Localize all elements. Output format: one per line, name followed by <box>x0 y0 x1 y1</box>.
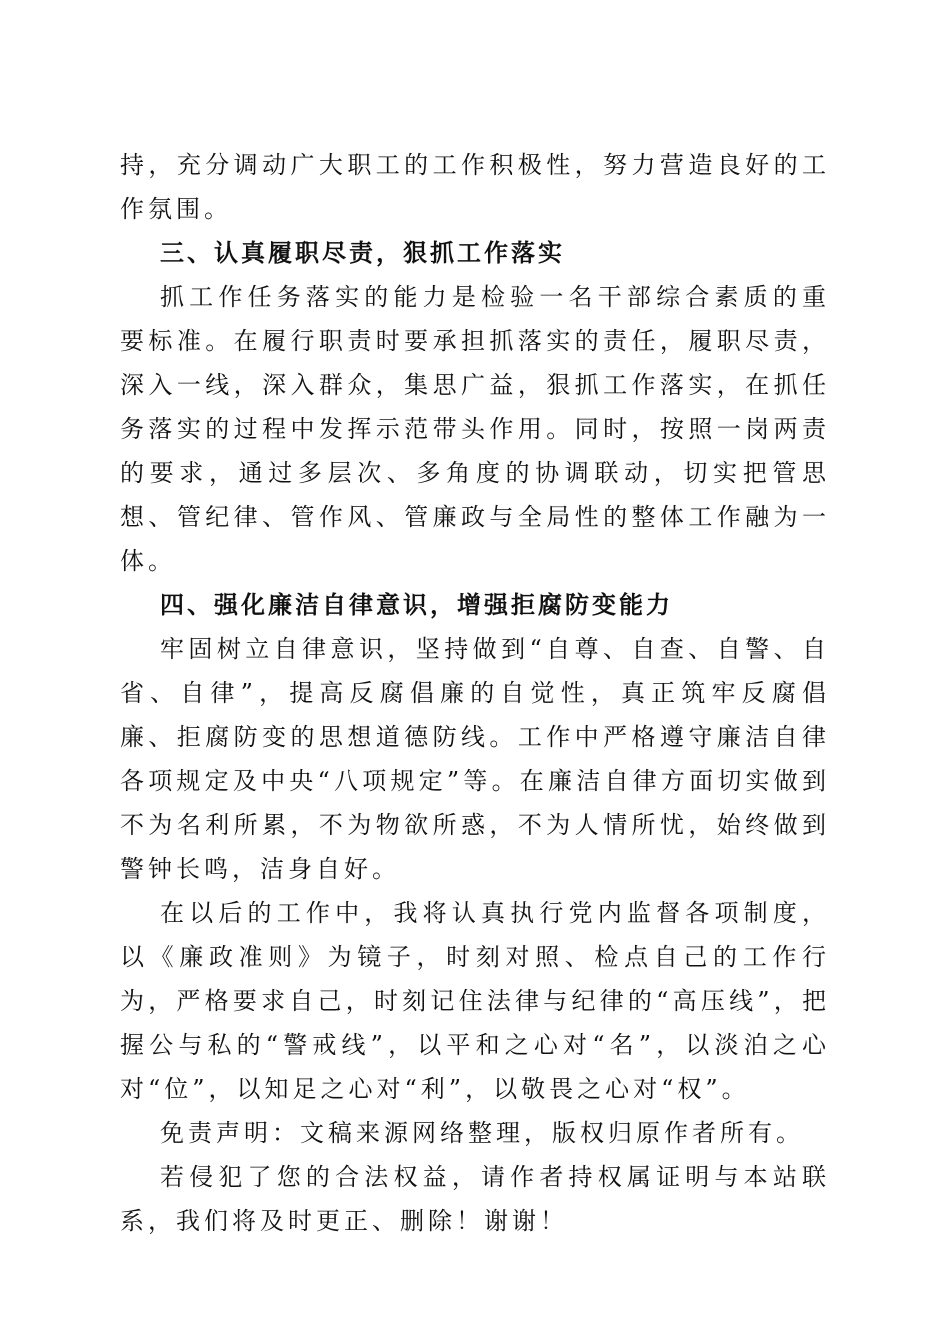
section-heading-3: 三、认真履职尽责，狠抓工作落实 <box>160 239 565 267</box>
paragraph-self-discipline: 牢固树立自律意识，坚持做到“自尊、自查、自警、自省、自律”，提高反腐倡廉的自觉性，真正筑牢反腐倡廉、拒腐防变的思想道德防线。工作中严格遵守廉洁自律各项规定及中央“八项规定”等。在廉洁自律方面切实做到不为名利所累，不为物欲所惑，不为人情所忧，始终做到警钟长鸣，洁身自好。 <box>120 635 830 883</box>
document-body <box>120 143 830 1243</box>
paragraph-future-work: 在以后的工作中，我将认真执行党内监督各项制度，以《廉政准则》为镜子，时刻对照、检点自己的工作行为，严格要求自己，时刻记住法律与纪律的“高压线”，把握公与私的“警戒线”，以平和之心对“名”，以淡泊之心对“位”，以知足之心对“利”，以敬畏之心对“权”。 <box>120 899 830 1103</box>
section-heading-4: 四、强化廉洁自律意识，增强拒腐防变能力 <box>160 591 673 619</box>
paragraph-continuation: 持，充分调动广大职工的工作积极性，努力营造良好的工作氛围。 <box>120 151 830 223</box>
contact-paragraph: 若侵犯了您的合法权益，请作者持权属证明与本站联系，我们将及时更正、删除！谢谢！ <box>120 1163 830 1235</box>
paragraph-implementation: 抓工作任务落实的能力是检验一名干部综合素质的重要标准。在履行职责时要承担抓落实的责任，履职尽责，深入一线，深入群众，集思广益，狠抓工作落实，在抓任务落实的过程中发挥示范带头作用。同时，按照一岗两责的要求，通过多层次、多角度的协调联动，切实把管思想、管纪律、管作风、管廉政与全局性的整体工作融为一体。 <box>120 283 830 575</box>
disclaimer-paragraph: 免责声明：文稿来源网络整理，版权归原作者所有。 <box>160 1119 804 1147</box>
